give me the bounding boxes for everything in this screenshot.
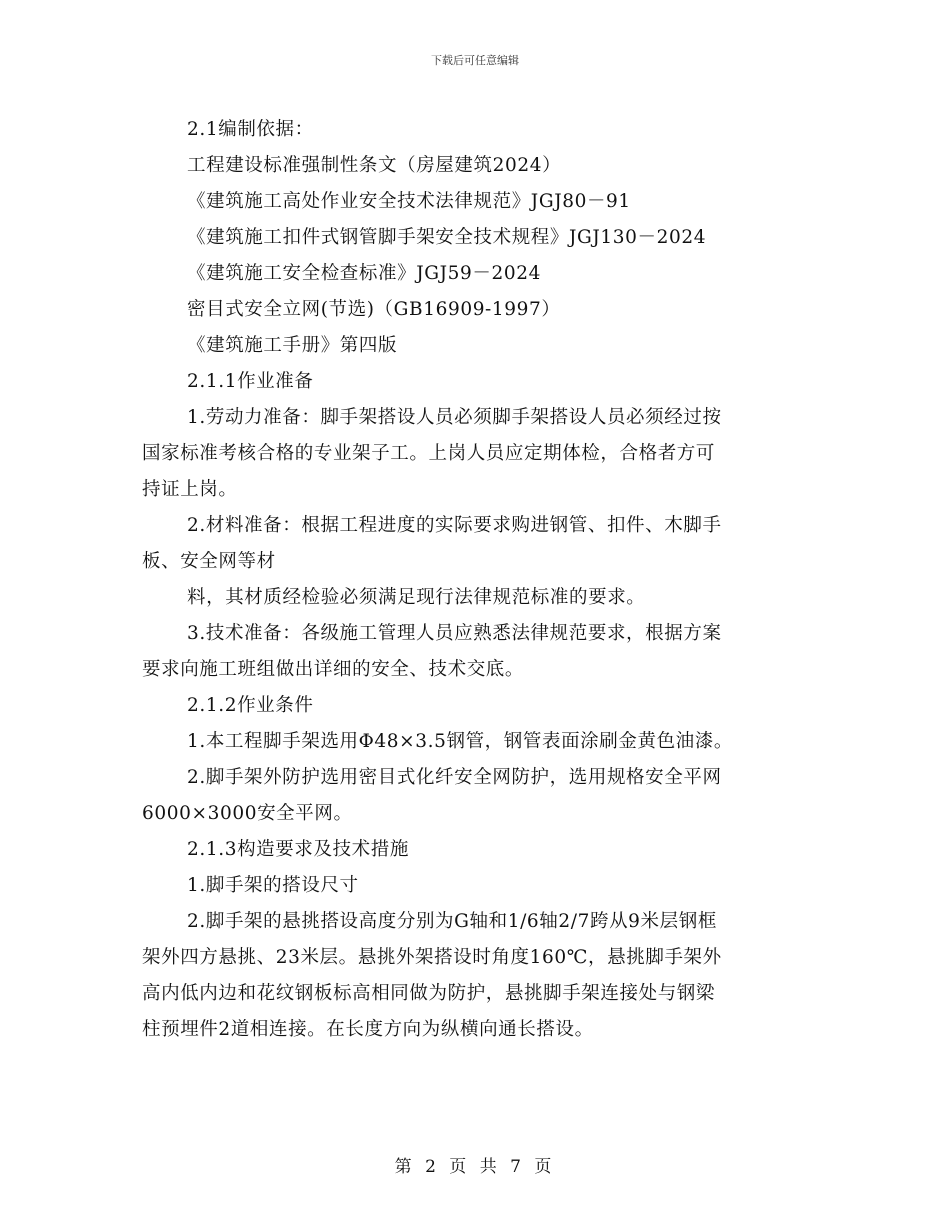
page-header-note: 下载后可任意编辑 (431, 54, 519, 67)
text-line: 2.脚手架的悬挑搭设高度分别为G轴和1/6轴2/7跨从9米层钢框 (187, 911, 717, 932)
text-line: 3.技术准备：各级施工管理人员应熟悉法律规范要求，根据方案 (187, 623, 722, 644)
text-line: 2.脚手架外防护选用密目式化纤安全网防护，选用规格安全平网 (187, 767, 722, 788)
text-line: 1.本工程脚手架选用Φ48×3.5钢管，钢管表面涂刷金黄色油漆。 (187, 731, 733, 752)
text-line: 持证上岗。 (142, 479, 238, 500)
text-line: 《建筑施工高处作业安全技术法律规范》JGJ80－91 (187, 191, 631, 212)
text-line: 工程建设标准强制性条文（房屋建筑2024） (187, 155, 562, 176)
document-body (142, 112, 812, 1048)
text-line: 密目式安全立网(节选)（GB16909-1997） (187, 299, 561, 320)
text-line: 《建筑施工扣件式钢管脚手架安全技术规程》JGJ130－2024 (187, 227, 707, 248)
text-line: 1.脚手架的搭设尺寸 (187, 875, 359, 896)
text-line: 料，其材质经检验必须满足现行法律规范标准的要求。 (187, 587, 646, 608)
text-line: 架外四方悬挑、23米层。悬挑外架搭设时角度160℃，悬挑脚手架外 (142, 947, 722, 968)
text-line: 国家标准考核合格的专业架子工。上岗人员应定期体检，合格者方可 (142, 443, 716, 464)
text-line: 柱预埋件2道相连接。在长度方向为纵横向通长搭设。 (142, 1019, 594, 1040)
text-line: 要求向施工班组做出详细的安全、技术交底。 (142, 659, 525, 680)
text-line: 2.1编制依据： (187, 119, 314, 140)
text-line: 6000×3000安全平网。 (142, 803, 353, 824)
text-line: 《建筑施工安全检查标准》JGJ59－2024 (187, 263, 541, 284)
text-line: 1.劳动力准备：脚手架搭设人员必须脚手架搭设人员必须经过按 (187, 407, 722, 428)
page-number: 第 2 页 共 7 页 (394, 1157, 556, 1177)
text-line: 2.1.3构造要求及技术措施 (187, 839, 409, 860)
text-line: 2.1.2作业条件 (187, 695, 314, 716)
text-line: 2.材料准备：根据工程进度的实际要求购进钢管、扣件、木脚手 (187, 515, 722, 536)
text-line: 《建筑施工手册》第四版 (187, 335, 398, 356)
text-line: 板、安全网等材 (142, 551, 276, 572)
text-line: 2.1.1作业准备 (187, 371, 314, 392)
text-line: 高内低内边和花纹钢板标高相同做为防护，悬挑脚手架连接处与钢梁 (142, 983, 716, 1004)
